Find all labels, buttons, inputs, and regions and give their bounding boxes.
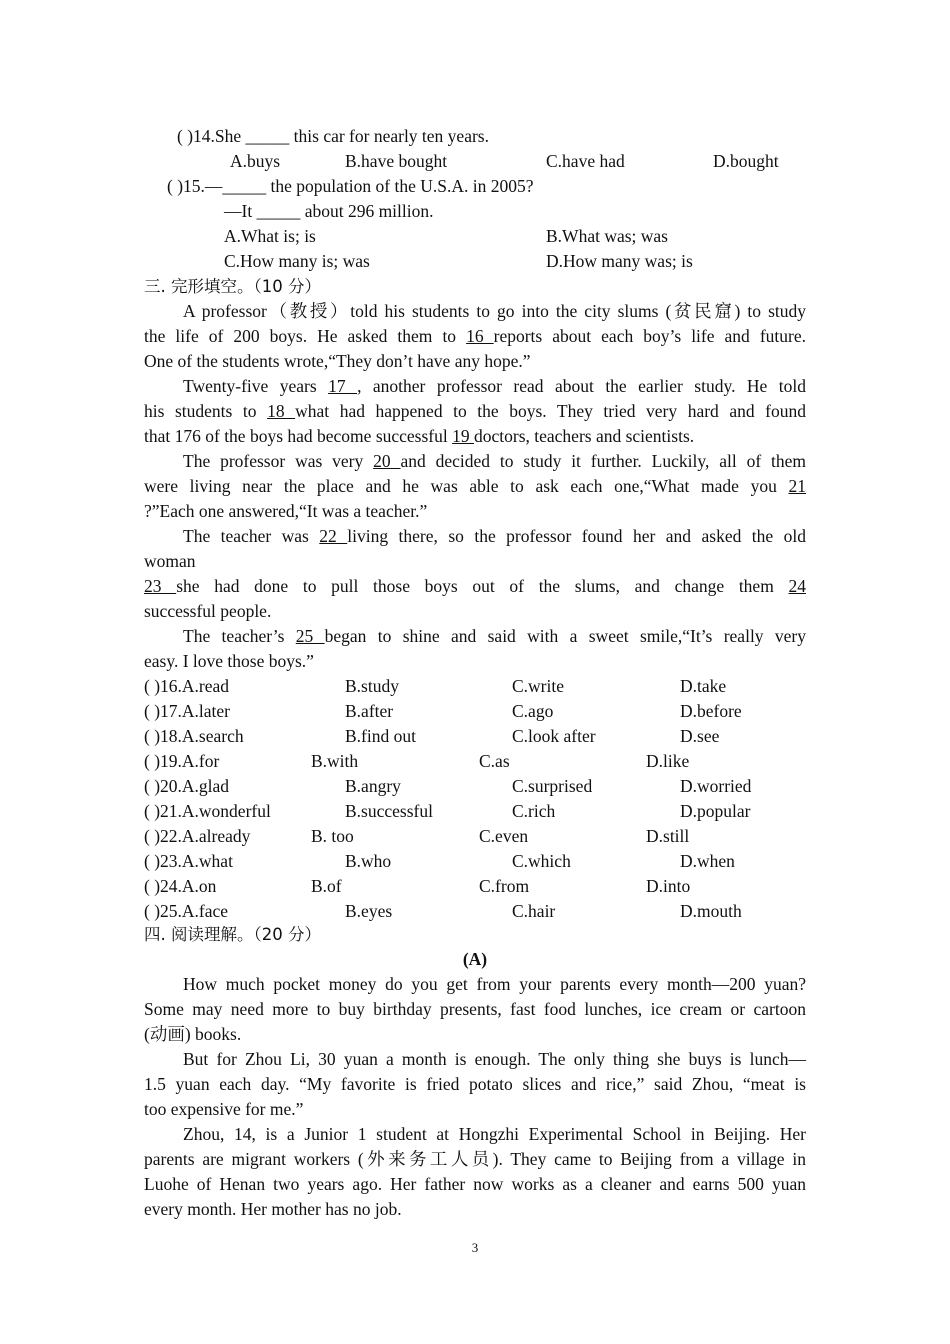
reading-line: 1.5 yuan each day. “My favorite is fried potato slices and rice,” said Zhou, “meat is (144, 1074, 806, 1094)
blank-16: 16 (466, 326, 494, 346)
option-b: B.What was; was (546, 226, 668, 246)
reading-line: How much pocket money do you get from your parents every month—200 yuan? (183, 974, 806, 994)
option-b: B.have bought (345, 151, 448, 171)
question-15-line2 (224, 199, 806, 224)
cloze-line: The teacher was 22 living there, so the professor found her and asked the old (183, 526, 806, 546)
reading-line: (动画) books. (144, 1024, 242, 1044)
reading-line: every month. Her mother has no job. (144, 1199, 402, 1219)
cloze-line: that 176 of the boys had become successful 19 doctors, teachers and scientists. (144, 426, 695, 446)
option-row: ( )25.A.face B.eyes C.hair D.mouth (144, 901, 742, 921)
reading-line: But for Zhou Li, 30 yuan a month is enough. The only thing she buys is lunch— (183, 1049, 806, 1069)
cloze-line: 23 she had done to pull those boys out of the slums, and change them 24 (144, 576, 806, 596)
reading-line: Luohe of Henan two years ago. Her father now works as a cleaner and earns 500 yuan (144, 1174, 806, 1194)
page-number: 3 (471, 1240, 479, 1255)
option-c: C.have had (546, 151, 625, 171)
reading-line: Zhou, 14, is a Junior 1 student at Hongzhi Experimental School in Beijing. Her (183, 1124, 806, 1144)
blank-17: 17 (328, 376, 358, 396)
cloze-line: were living near the place and he was able to ask each one,“What made you 21 (144, 476, 806, 496)
cloze-line: successful people. (144, 601, 272, 621)
option-a: A.What is; is (224, 226, 316, 246)
question-15 (167, 174, 806, 199)
option-row: ( )17.A.later B.after C.ago D.before (144, 701, 742, 721)
blank-22: 22 (319, 526, 348, 546)
option-row: ( )22.A.already B. too C.even D.still (144, 826, 690, 846)
cloze-line: Twenty-five years 17 , another professor read about the earlier study. He told (183, 376, 806, 396)
option-c: C.How many is; was (224, 251, 370, 271)
blank-18: 18 (267, 401, 296, 421)
passage-label: (A) (462, 949, 488, 969)
option-row: ( )23.A.what B.who C.which D.when (144, 851, 735, 871)
blank-25: 25 (295, 626, 325, 646)
option-row: ( )21.A.wonderful B.successful C.rich D.popular (144, 801, 751, 821)
option-a: A.buys (230, 151, 281, 171)
question-15-options-row1 (144, 224, 806, 249)
blank-21: 21 (788, 476, 806, 496)
cloze-line: The professor was very 20 and decided to study it further. Luckily, all of them (183, 451, 807, 471)
option-row: ( )20.A.glad B.angry C.surprised D.worried (144, 776, 752, 796)
option-row: ( )18.A.search B.find out C.look after D.see (144, 726, 720, 746)
blank-19: 19 (452, 426, 474, 446)
option-row: ( )16.A.read B.study C.write D.take (144, 676, 727, 696)
reading-line: too expensive for me.” (144, 1099, 304, 1119)
blank-20: 20 (373, 451, 401, 471)
reading-line: parents are migrant workers (外来务工人员). They came to Beijing from a village in (144, 1149, 806, 1169)
question-14-options (144, 149, 806, 174)
question-14 (177, 124, 806, 149)
cloze-line: The teacher’s 25 began to shine and said with a sweet smile,“It’s really very (183, 626, 806, 646)
cloze-line: woman (144, 551, 196, 571)
section-3-heading: 三. 完形填空。（10 分） (144, 277, 321, 296)
question-stem-2: —It _____ about 296 million. (224, 201, 434, 221)
blank-24: 24 (788, 576, 806, 596)
reading-line: Some may need more to buy birthday presents, fast food lunches, ice cream or cartoon (144, 999, 806, 1019)
cloze-line: easy. I love those boys.” (144, 651, 314, 671)
cloze-line: One of the students wrote,“They don’t have any hope.” (144, 351, 531, 371)
question-stem: ( )14.She _____ this car for nearly ten years. (177, 126, 489, 146)
option-row: ( )19.A.for B.with C.as D.like (144, 751, 690, 771)
option-row: ( )24.A.on B.of C.from D.into (144, 876, 691, 896)
option-d: D.How many was; is (546, 251, 693, 271)
question-stem: ( )15.—_____ the population of the U.S.A. in 2005? (167, 176, 534, 196)
cloze-line: ?”Each one answered,“It was a teacher.” (144, 501, 428, 521)
cloze-line: A professor（教授）told his students to go into the city slums (贫民窟) to study (183, 301, 806, 321)
question-15-options-row2 (144, 249, 806, 274)
section-4-heading: 四. 阅读理解。（20 分） (144, 925, 321, 944)
cloze-line: his students to 18 what had happened to the boys. They tried very hard and found (144, 401, 806, 421)
option-d: D.bought (713, 151, 779, 171)
blank-23: 23 (144, 576, 177, 596)
cloze-line: the life of 200 boys. He asked them to 16 reports about each boy’s life and future. (144, 326, 806, 346)
